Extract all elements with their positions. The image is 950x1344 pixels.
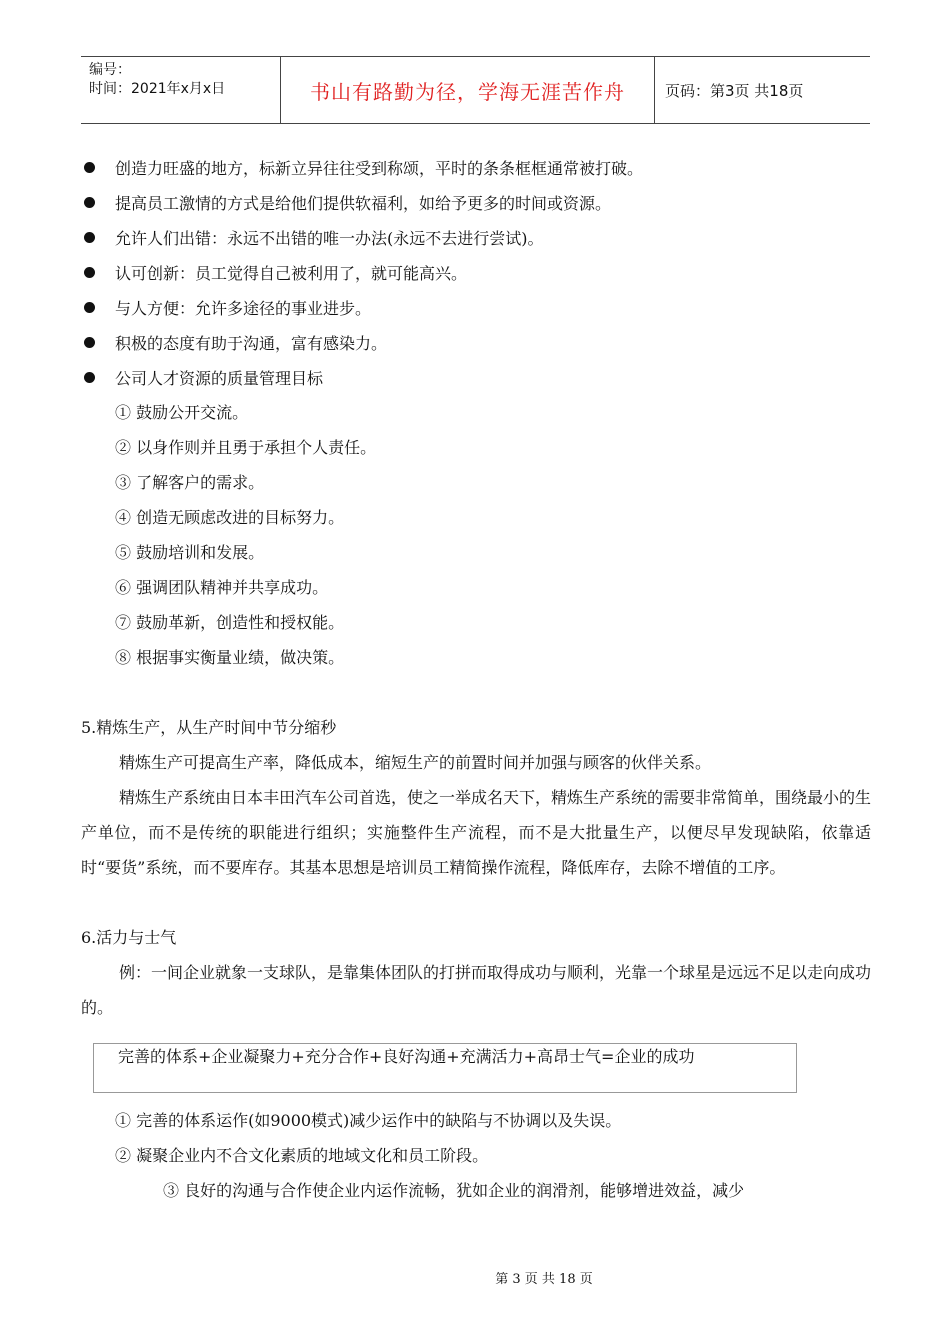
bullet-item: 允许人们出错：永远不出错的唯一办法(永远不去进行尝试)。 <box>81 220 871 255</box>
page-header <box>81 56 870 124</box>
formula-box: 完善的体系+企业凝聚力+充分合作+良好沟通+充满活力+高昂士气=企业的成功 <box>93 1043 797 1093</box>
bullet-dot-icon <box>84 162 95 173</box>
document-body <box>81 150 871 1208</box>
bullet-item: 积极的态度有助于沟通，富有感染力。 <box>81 325 871 360</box>
bullet-dot-icon <box>84 337 95 348</box>
section-5-title: 5.精炼生产，从生产时间中节分缩秒 <box>81 718 337 737</box>
bullet-dot-icon <box>84 197 95 208</box>
bullet-item: 公司人才资源的质量管理目标 <box>81 360 871 395</box>
section-5-paragraph: 精炼生产系统由日本丰田汽车公司首选，使之一举成名天下，精炼生产系统的需要非常简单，围绕最小的生产单位，而不是传统的职能进行组织；实施整件生产流程，而不是大批量生产，以便尽早发现缺陷，依靠适时“要货”系统，而不要库存。其基本思想是培训员工精简操作流程，降低库存，去除不增值的工序。 <box>81 788 872 877</box>
bullet-dot-icon <box>84 267 95 278</box>
bullet-dot-icon <box>84 232 95 243</box>
bullet-item: 与人方便：允许多途径的事业进步。 <box>81 290 871 325</box>
section-6-item: ① 完善的体系运作(如9000模式)减少运作中的缺陷与不协调以及失误。 <box>115 1111 622 1130</box>
section-5-paragraph: 精炼生产可提高生产率，降低成本，缩短生产的前置时间并加强与顾客的伙伴关系。 <box>119 753 712 772</box>
bullet-item: 提高员工激情的方式是给他们提供软福利，如给予更多的时间或资源。 <box>81 185 871 220</box>
header-page-info: 页码：第3页 共18页 <box>665 81 804 100</box>
document-number-label: 编号： <box>89 62 131 78</box>
section-6-paragraph: 例：一间企业就象一支球队，是靠集体团队的打拼而取得成功与顺利，光靠一个球星是远远不足以走向成功的。 <box>81 963 872 1017</box>
goal-item: ⑥ 强调团队精神并共享成功。 <box>115 578 329 597</box>
bullet-dot-icon <box>84 302 95 313</box>
goal-item: ③ 了解客户的需求。 <box>115 473 265 492</box>
goal-item: ⑦ 鼓励革新，创造性和授权能。 <box>115 613 345 632</box>
bullet-item: 创造力旺盛的地方，标新立异往往受到称颂，平时的条条框框通常被打破。 <box>81 150 871 185</box>
header-motto: 书山有路勤为径，学海无涯苦作舟 <box>281 57 655 123</box>
section-6-title: 6.活力与士气 <box>81 928 177 947</box>
section-6-item: ② 凝聚企业内不合文化素质的地域文化和员工阶段。 <box>115 1146 489 1165</box>
document-time-label: 时间：2021年x月x日 <box>89 81 226 97</box>
goal-item: ① 鼓励公开交流。 <box>115 403 249 422</box>
goal-item: ④ 创造无顾虑改进的目标努力。 <box>115 508 345 527</box>
bullet-dot-icon <box>84 372 95 383</box>
bullet-item: 认可创新：员工觉得自己被利用了，就可能高兴。 <box>81 255 871 290</box>
section-6-item: ③ 良好的沟通与合作使企业内运作流畅，犹如企业的润滑剂，能够增进效益，减少 <box>163 1181 745 1200</box>
goal-item: ⑧ 根据事实衡量业绩，做决策。 <box>115 648 345 667</box>
goal-item: ② 以身作则并且勇于承担个人责任。 <box>115 438 377 457</box>
goal-item: ⑤ 鼓励培训和发展。 <box>115 543 265 562</box>
header-meta <box>81 57 281 123</box>
page-footer: 第 3 页 共 18 页 <box>495 1272 593 1287</box>
